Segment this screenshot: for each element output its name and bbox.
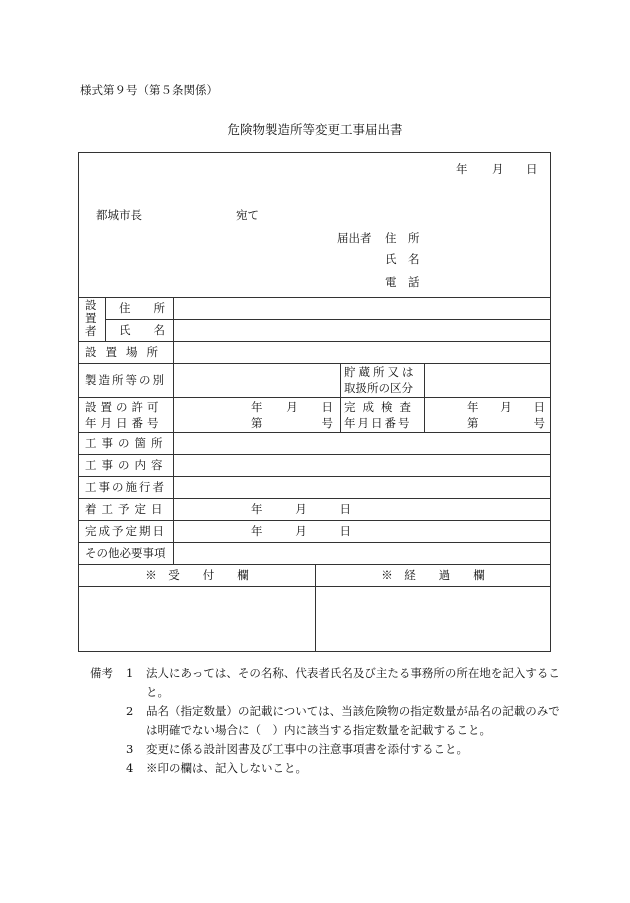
storage-class-label-2: 取扱所の区分 (344, 381, 413, 395)
permit-number (251, 416, 333, 430)
completion-date-month: 月 (500, 400, 512, 414)
completion-number (467, 416, 545, 430)
storage-class-label-1: 貯蔵所又は (344, 365, 417, 379)
permit-date (251, 400, 333, 414)
permit-date-year: 年 (251, 400, 263, 414)
end-date-label: 完成予定期日 (85, 524, 166, 538)
rule-right-label-column (424, 363, 425, 432)
progress-box-header: ※ 経 過 欄 (381, 568, 485, 582)
permit-label-2: 年月日番号 (85, 416, 163, 430)
rule-contractor-bottom (79, 498, 550, 499)
completion-date-day: 日 (533, 400, 545, 414)
notifier-name-label: 氏 名 (385, 252, 420, 266)
rule-location-bottom (79, 363, 550, 364)
installer-group-label: 設置者 (85, 298, 97, 338)
start-date-day: 日 (339, 502, 351, 516)
end-date-year: 年 (251, 524, 263, 538)
completion-number-prefix: 第 (467, 416, 479, 430)
permit-date-month: 月 (286, 400, 298, 414)
location-label: 設置場所 (85, 345, 167, 359)
permit-label-1: 設置の許可 (85, 400, 163, 414)
remarks (90, 664, 560, 778)
installer-address-label: 住 所 (119, 301, 165, 315)
rule-installer-group (105, 297, 106, 341)
form-table (78, 152, 551, 652)
installer-name-label: 氏 名 (119, 323, 165, 337)
completion-date-year: 年 (467, 400, 479, 414)
notifier-phone-label: 電 話 (385, 275, 420, 289)
permit-date-day: 日 (321, 400, 333, 414)
completion-label-2: 年月日番号 (344, 416, 412, 430)
remark-item (90, 702, 560, 740)
work-contractor-label: 工事の施行者 (85, 480, 166, 494)
remark-number: 4 (126, 761, 134, 775)
remarks-heading: 備考 (90, 666, 113, 680)
addressee-honorific: 宛て (236, 208, 259, 222)
facility-type-label: 製造所等の別 (85, 373, 166, 387)
work-content-label: 工事の内容 (85, 458, 168, 472)
document-title: 危険物製造所等変更工事届出書 (227, 122, 403, 137)
reception-box-header: ※ 受 付 欄 (145, 568, 249, 582)
start-date-label: 着工予定日 (85, 502, 168, 516)
remark-text: ※印の欄は、記入しないこと。 (146, 761, 307, 775)
other-label: その他必要事項 (85, 546, 166, 560)
remark-item (90, 759, 560, 778)
rule-permit-bottom (79, 432, 550, 433)
remark-text: 品名（指定数量）の記載については、当該危険物の指定数量が品名の記載のみでは明確でない場合に（ ）内に該当する指定数量を記載すること。 (146, 704, 560, 737)
start-date-values (251, 502, 351, 516)
rule-installer-mid (105, 319, 550, 320)
notifier-label: 届出者 (337, 231, 372, 245)
header-day: 日 (526, 162, 538, 176)
header-month: 月 (492, 162, 504, 176)
notifier-address-label: 住 所 (385, 231, 420, 245)
rule-end-bottom (79, 542, 550, 543)
permit-number-prefix: 第 (251, 416, 263, 430)
rule-mid-column (340, 363, 341, 432)
rule-installer-bottom (79, 341, 550, 342)
remark-text: 変更に係る設計図書及び工事中の注意事項書を添付すること。 (146, 742, 468, 756)
rule-label-column (173, 297, 174, 564)
remark-number: 1 (126, 666, 134, 680)
completion-date (467, 400, 545, 414)
rule-facility-bottom (79, 397, 550, 398)
remark-text: 法人にあっては、その名称、代表者氏名及び主たる事務所の所在地を記入すること。 (146, 666, 560, 699)
rule-start-bottom (79, 520, 550, 521)
end-date-values (251, 524, 351, 538)
end-date-day: 日 (339, 524, 351, 538)
remark-number: 3 (126, 742, 134, 756)
remark-item (90, 740, 560, 759)
remark-item (90, 664, 560, 702)
start-date-month: 月 (295, 502, 307, 516)
form-number: 様式第９号（第５条関係） (80, 83, 218, 97)
rule-work-content-bottom (79, 476, 550, 477)
remark-number: 2 (126, 704, 134, 718)
addressee: 都城市長 (96, 208, 142, 222)
permit-number-suffix: 号 (321, 416, 333, 430)
rule-work-location-bottom (79, 454, 550, 455)
completion-label-1: 完成検査 (344, 400, 418, 414)
header-year: 年 (456, 162, 468, 176)
start-date-year: 年 (251, 502, 263, 516)
completion-number-suffix: 号 (533, 416, 545, 430)
rule-header-bottom (79, 297, 550, 298)
end-date-month: 月 (295, 524, 307, 538)
work-location-label: 工事の箇所 (85, 436, 168, 450)
